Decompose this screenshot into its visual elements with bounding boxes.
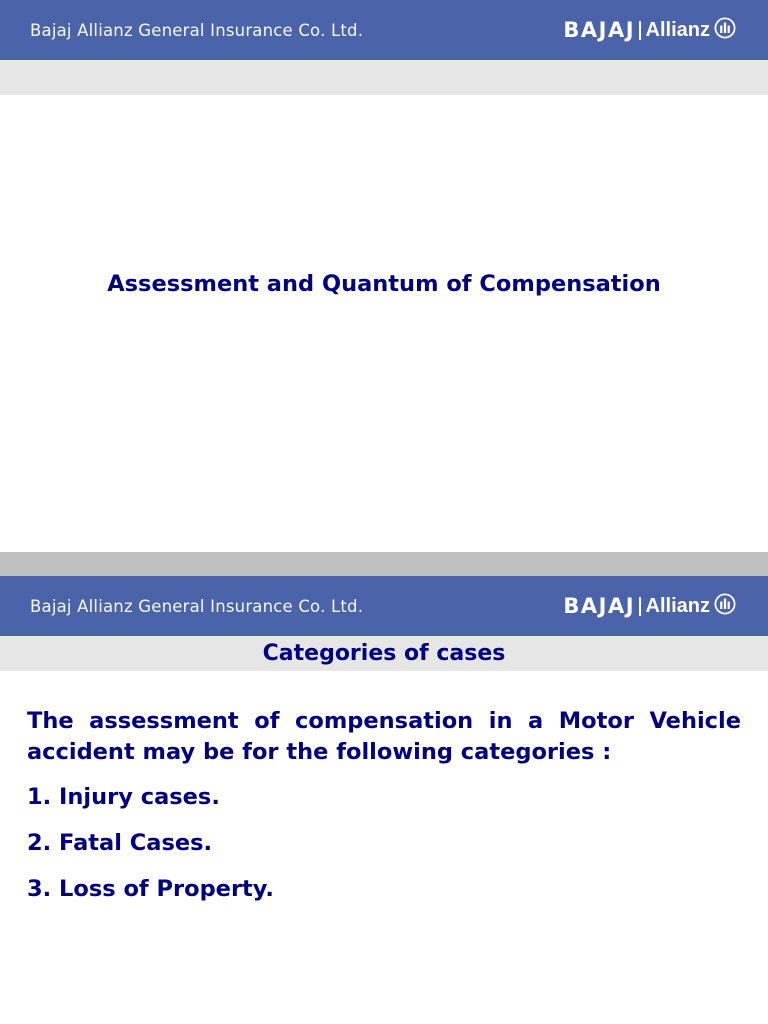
allianz-emblem-icon [714,593,736,619]
company-name: Bajaj Allianz General Insurance Co. Ltd. [30,20,364,40]
list-item: 3. Loss of Property. [27,876,274,902]
logo-divider [639,21,641,40]
logo-allianz-text: Allianz [645,18,710,41]
list-item: 2. Fatal Cases. [27,830,213,856]
logo-bajaj-text: BAJAJ [563,18,636,42]
slide-content [0,671,768,906]
header-subbar [0,60,768,95]
header-bar [0,576,768,636]
slide-title: Assessment and Quantum of Compensation [107,271,661,297]
list-item: 1. Injury cases. [27,784,220,810]
header-bar [0,0,768,60]
bajaj-allianz-logo [563,593,736,619]
bajaj-allianz-logo [563,17,736,43]
logo-bajaj-text: BAJAJ [563,594,636,618]
logo-allianz-text: Allianz [645,594,710,617]
allianz-emblem-icon [714,17,736,43]
company-name: Bajaj Allianz General Insurance Co. Ltd. [30,596,364,616]
slide-separator [0,552,768,576]
intro-paragraph: The assessment of compensation in a Motor Vehicle accident may be for the following categories : [27,708,741,765]
slide-2 [0,576,768,1024]
logo-divider [639,597,641,616]
slide-title: Categories of cases [0,636,768,671]
